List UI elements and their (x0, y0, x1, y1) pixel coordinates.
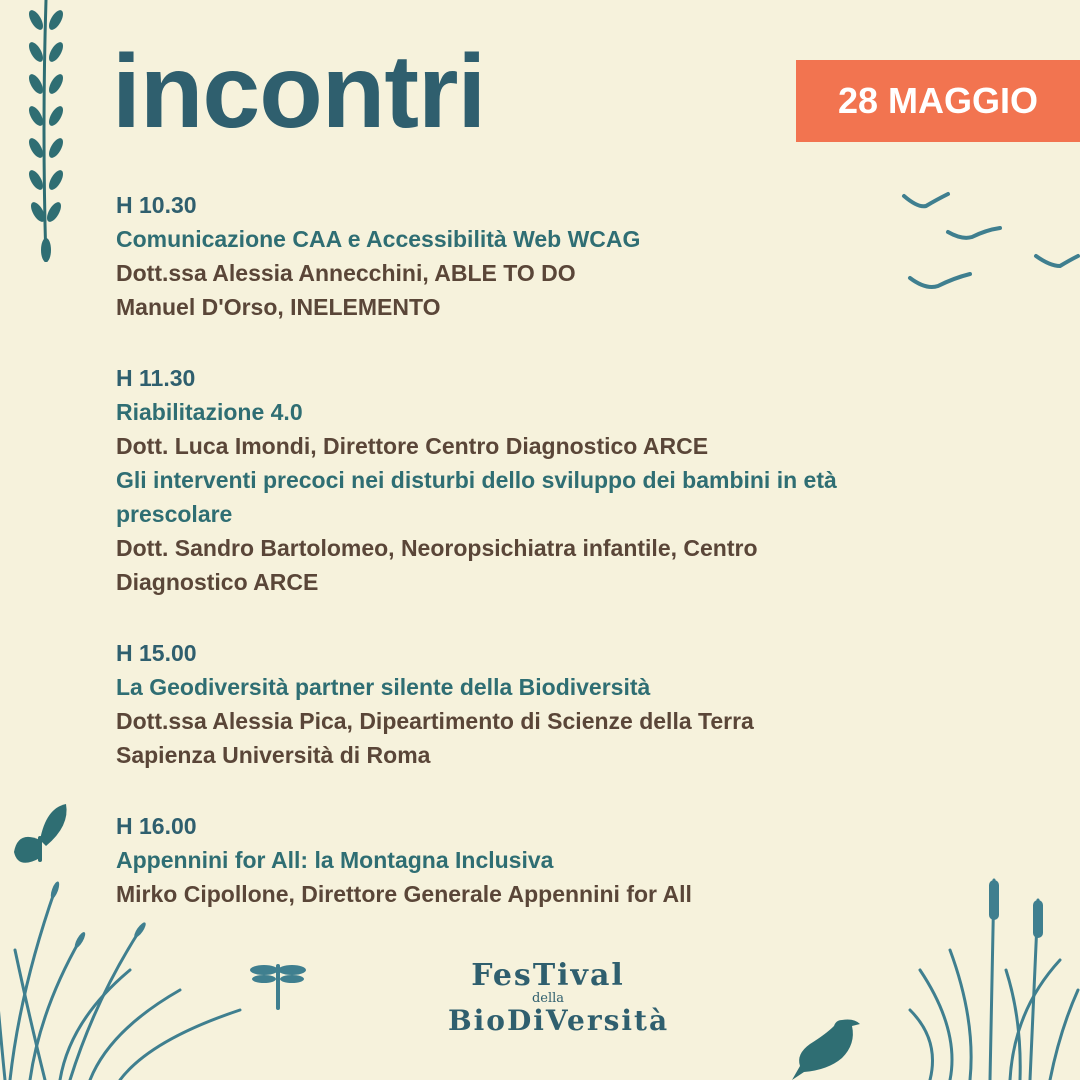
schedule (116, 188, 956, 948)
reeds-icon (910, 860, 1080, 1080)
page-title: incontri (112, 34, 486, 150)
vine-icon (22, 0, 72, 270)
event-time: H 10.30 (116, 192, 197, 218)
date-badge: 28 MAGGIO (796, 60, 1080, 142)
event-time: H 16.00 (116, 813, 197, 839)
logo-line1: FesTival (471, 958, 625, 993)
schedule-event (116, 188, 956, 324)
event-topic: Riabilitazione 4.0 (116, 399, 303, 425)
event-speaker: Manuel D'Orso, INELEMENTO (116, 294, 441, 320)
event-time: H 15.00 (116, 640, 197, 666)
logo-line3: BioDiVersità (448, 1004, 670, 1037)
festival-logo (448, 950, 670, 1055)
logo-line2: della (531, 991, 565, 1006)
event-speaker: Diagnostico ARCE (116, 569, 319, 595)
event-speaker: Dott. Sandro Bartolomeo, Neoropsichiatra infantile, Centro (116, 535, 758, 561)
event-topic: Comunicazione CAA e Accessibilità Web WCAG (116, 226, 641, 252)
event-time: H 11.30 (116, 365, 196, 391)
dragonfly-icon (248, 962, 308, 1012)
event-topic: Gli interventi precoci nei disturbi dello sviluppo dei bambini in età (116, 467, 837, 493)
event-topic: prescolare (116, 501, 233, 527)
event-speaker: Dott. Luca Imondi, Direttore Centro Diagnostico ARCE (116, 433, 709, 459)
event-speaker: Mirko Cipollone, Direttore Generale Appennini for All (116, 881, 692, 907)
event-speaker: Sapienza Università di Roma (116, 742, 431, 768)
event-speaker: Dott.ssa Alessia Pica, Dipeartimento di Scienze della Terra (116, 708, 754, 734)
bird-icon (790, 1010, 862, 1080)
event-speaker: Dott.ssa Alessia Annecchini, ABLE TO DO (116, 260, 576, 286)
schedule-event (116, 361, 956, 599)
schedule-event (116, 636, 956, 772)
event-topic: La Geodiversità partner silente della Biodiversità (116, 674, 651, 700)
reeds-icon (0, 850, 250, 1080)
event-topic: Appennini for All: la Montagna Inclusiva (116, 847, 554, 873)
